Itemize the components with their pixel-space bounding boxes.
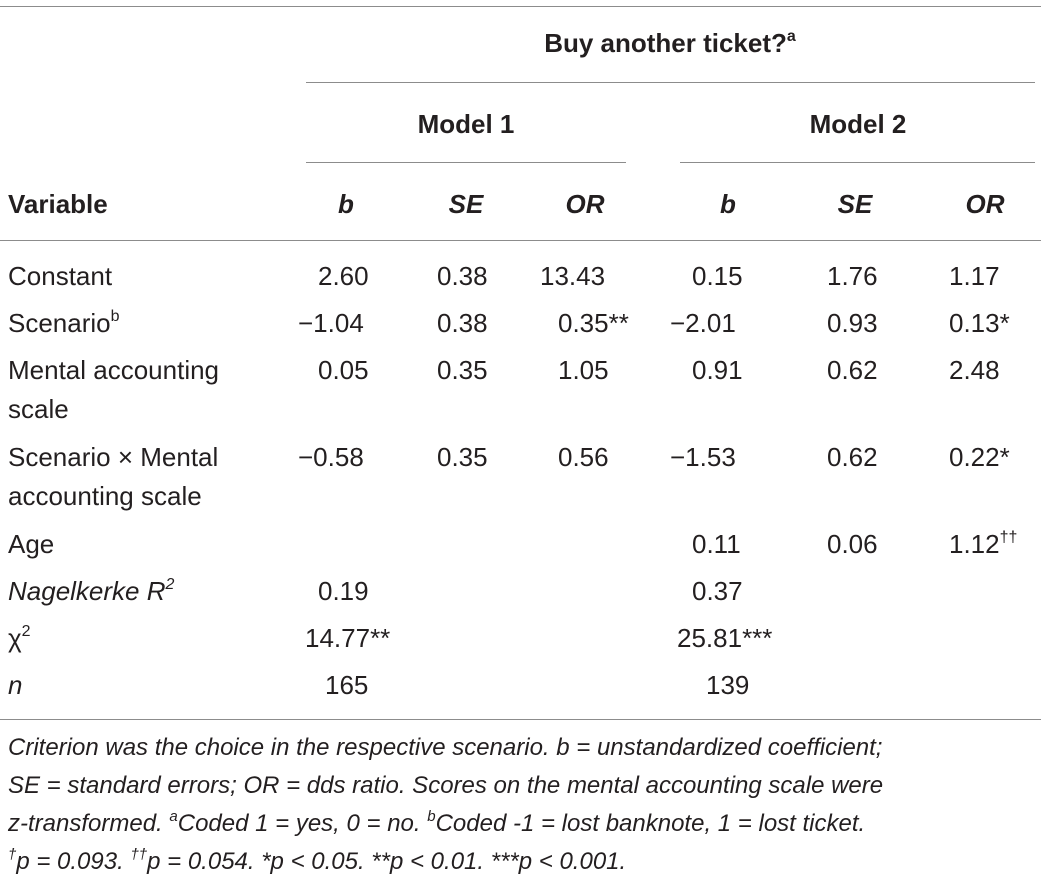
cell-age-m2-or <box>949 529 1017 564</box>
cell-mental-m2-se: 0.62 <box>827 355 878 385</box>
cell-nagelkerke-m1: 0.19 <box>318 576 369 606</box>
cell-mental-m2-or: 2.48 <box>949 355 1000 385</box>
cell-nagelkerke-m2: 0.37 <box>692 576 743 606</box>
header-bottom-rule <box>0 240 1041 241</box>
model1-underline <box>306 162 626 163</box>
cell-scenario-m2-b: −2.01 <box>670 308 736 338</box>
row-label-nagelkerke-sup: 2 <box>165 576 175 593</box>
title-superscript: a <box>786 28 796 45</box>
col-header-m2-b: b <box>720 189 736 219</box>
row-label-nagelkerke <box>8 576 174 611</box>
footnote-line-3b: Coded 1 = yes, 0 = no. <box>177 810 428 837</box>
row-label-scenario <box>8 308 120 343</box>
cell-n-m2: 139 <box>706 670 750 700</box>
row-label-age: Age <box>8 529 55 559</box>
cell-age-m2-or-value: 1.12 <box>949 529 1000 559</box>
footnote-sup-b: b <box>427 808 436 825</box>
footnote-line-3c: Coded -1 = lost banknote, 1 = lost ticket. <box>435 810 866 837</box>
col-header-m1-se: SE <box>448 189 484 219</box>
cell-constant-m2-se: 1.76 <box>827 261 878 291</box>
row-label-chi-square <box>8 623 31 658</box>
row-label-mental-line1: Mental accounting <box>8 355 220 385</box>
row-label-scenario-sup: b <box>110 308 120 325</box>
cell-constant-m2-or: 1.17 <box>949 261 1000 291</box>
cell-interaction-m2-b: −1.53 <box>670 442 736 472</box>
title-underline <box>306 82 1035 83</box>
model2-header: Model 2 <box>809 109 907 139</box>
cell-mental-m1-se: 0.35 <box>437 355 488 385</box>
cell-interaction-m1-or: 0.56 <box>558 442 609 472</box>
col-header-m1-or: OR <box>565 189 605 219</box>
cell-constant-m1-or: 13.43 <box>540 261 606 291</box>
cell-interaction-m2-or: 0.22* <box>949 442 1010 472</box>
cell-interaction-m1-b: −0.58 <box>298 442 364 472</box>
footnote-line-3 <box>8 805 1038 845</box>
table-title-text: Buy another ticket? <box>544 28 787 58</box>
footnote-sup-dagger: † <box>8 846 17 863</box>
variable-header: Variable <box>8 189 108 219</box>
cell-scenario-m2-se: 0.93 <box>827 308 878 338</box>
cell-scenario-m1-se: 0.38 <box>437 308 488 338</box>
col-header-m2-se: SE <box>837 189 873 219</box>
cell-mental-m1-b: 0.05 <box>318 355 369 385</box>
model2-underline <box>680 162 1035 163</box>
row-label-n: n <box>8 670 23 700</box>
table-top-rule <box>0 6 1041 7</box>
footnote-line-2: SE = standard errors; OR = dds ratio. Scores on the mental accounting scale were <box>8 772 884 799</box>
footnote-line-4a: p = 0.093. <box>16 848 131 875</box>
cell-chi-m1: 14.77** <box>305 623 391 653</box>
model1-header: Model 1 <box>417 109 515 139</box>
row-label-nagelkerke-text: Nagelkerke R <box>8 576 166 606</box>
row-label-interaction-line2: accounting scale <box>8 481 202 511</box>
cell-interaction-m2-se: 0.62 <box>827 442 878 472</box>
row-label-interaction-line1: Scenario × Mental <box>8 442 219 472</box>
cell-age-m2-b: 0.11 <box>692 529 741 559</box>
cell-chi-m2: 25.81*** <box>677 623 773 653</box>
col-header-m2-or: OR <box>965 189 1005 219</box>
footnote-line-1: Criterion was the choice in the respective scenario. b = unstandardized coefficient; <box>8 734 883 761</box>
cell-mental-m1-or: 1.05 <box>558 355 609 385</box>
cell-constant-m1-se: 0.38 <box>437 261 488 291</box>
cell-mental-m2-b: 0.91 <box>692 355 743 385</box>
footnote-sup-a: a <box>169 808 178 825</box>
cell-n-m1: 165 <box>325 670 369 700</box>
cell-age-m2-se: 0.06 <box>827 529 878 559</box>
table-title <box>544 28 796 63</box>
row-label-constant: Constant <box>8 261 113 291</box>
cell-interaction-m1-se: 0.35 <box>437 442 488 472</box>
row-label-mental-line2: scale <box>8 394 69 424</box>
footnote-line-3a: z-transformed. <box>8 810 170 837</box>
cell-age-m2-or-sup: †† <box>999 529 1018 546</box>
row-label-chi-text: χ <box>8 623 22 653</box>
cell-scenario-m2-or: 0.13* <box>949 308 1010 338</box>
cell-scenario-m1-or: 0.35** <box>558 308 629 338</box>
cell-constant-m2-b: 0.15 <box>692 261 743 291</box>
cell-constant-m1-b: 2.60 <box>318 261 369 291</box>
table-bottom-rule <box>0 719 1041 720</box>
footnote-line-4b: p = 0.054. *p < 0.05. **p < 0.01. ***p < 0.001. <box>147 848 627 875</box>
col-header-m1-b: b <box>338 189 354 219</box>
footnote-sup-double-dagger: †† <box>130 846 148 863</box>
footnote-line-4 <box>8 843 1038 883</box>
row-label-chi-sup: 2 <box>21 623 31 640</box>
cell-scenario-m1-b: −1.04 <box>298 308 364 338</box>
row-label-scenario-text: Scenario <box>8 308 111 338</box>
